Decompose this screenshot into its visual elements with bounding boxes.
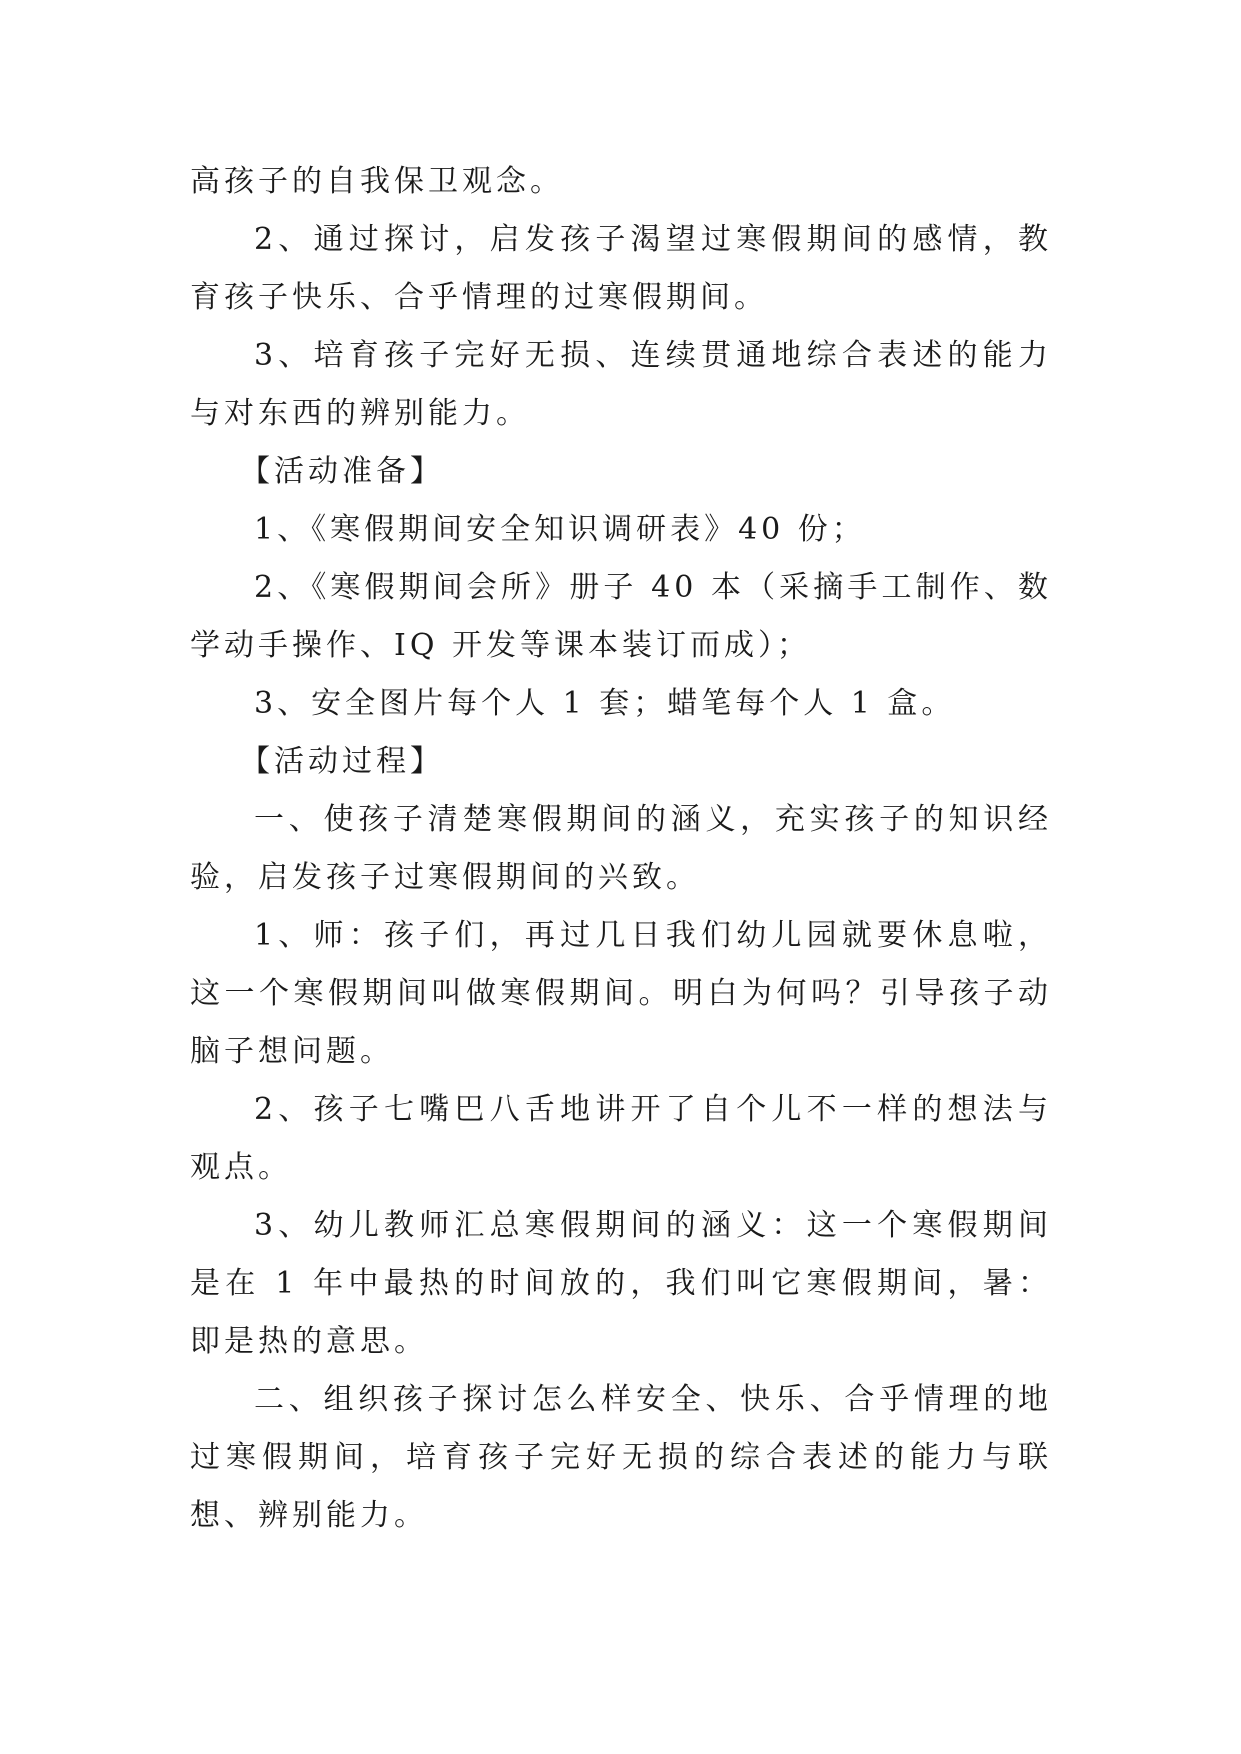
document-body: [190, 153, 1052, 1545]
paragraph-2: 2、通过探讨，启发孩子渴望过寒假期间的感情，教育孩子快乐、合乎情理的过寒假期间。: [190, 222, 1052, 315]
paragraph-3: 3、培育孩子完好无损、连续贯通地综合表述的能力与对东西的辨别能力。: [190, 338, 1052, 431]
paragraph-12: 3、幼儿教师汇总寒假期间的涵义：这一个寒假期间是在 1 年中最热的时间放的，我们叫它寒假期间，暑：即是热的意思。: [190, 1208, 1052, 1359]
paragraph-10: 1、师：孩子们，再过几日我们幼儿园就要休息啦，这一个寒假期间叫做寒假期间。明白为何吗？引导孩子动脑子想问题。: [190, 918, 1052, 1069]
paragraph-6: 2、《寒假期间会所》册子 40 本（采摘手工制作、数学动手操作、IQ 开发等课本装订而成）；: [190, 570, 1052, 663]
paragraph-11: 2、孩子七嘴巴八舌地讲开了自个儿不一样的想法与观点。: [190, 1092, 1052, 1185]
paragraph-13: 二、组织孩子探讨怎么样安全、快乐、合乎情理的地过寒假期间，培育孩子完好无损的综合表述的能力与联想、辨别能力。: [190, 1382, 1052, 1533]
paragraph-9: 一、使孩子清楚寒假期间的涵义，充实孩子的知识经验，启发孩子过寒假期间的兴致。: [190, 802, 1052, 895]
section-heading-preparation: 【活动准备】: [240, 454, 444, 489]
paragraph-7: 3、安全图片每个人 1 套；蜡笔每个人 1 盒。: [254, 686, 956, 721]
paragraph-1: 高孩子的自我保卫观念。: [190, 164, 564, 199]
paragraph-5: 1、《寒假期间安全知识调研表》40 份；: [254, 512, 866, 547]
section-heading-process: 【活动过程】: [240, 744, 444, 779]
